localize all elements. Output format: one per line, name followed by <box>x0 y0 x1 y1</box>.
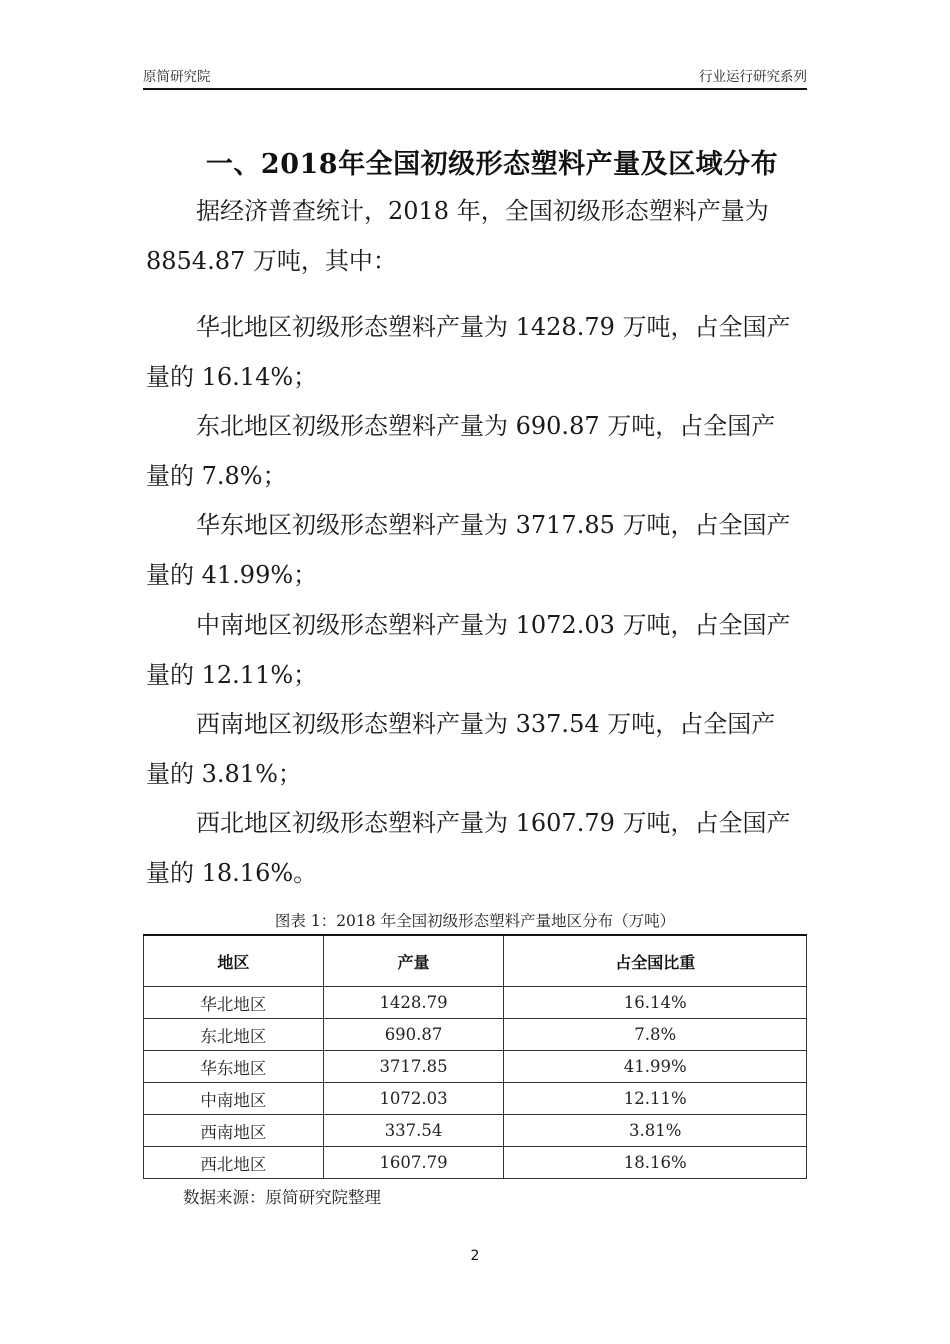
cell-share: 18.16% <box>504 1147 807 1179</box>
paragraph-summary <box>146 186 810 286</box>
paragraph-line: 东北地区初级形态塑料产量为 690.87 万吨，占全国产 <box>196 412 776 440</box>
table-row <box>144 1147 807 1179</box>
table-row <box>144 987 807 1019</box>
data-source-note: 数据来源：原简研究院整理 <box>183 1188 381 1207</box>
cell-share: 3.81% <box>504 1115 807 1147</box>
cell-share: 7.8% <box>504 1019 807 1051</box>
cell-output: 3717.85 <box>323 1051 504 1083</box>
table-row <box>144 1115 807 1147</box>
table-row <box>144 1051 807 1083</box>
paragraph-northeast <box>146 401 810 501</box>
table-row <box>144 1019 807 1051</box>
cell-region: 华东地区 <box>144 1051 324 1083</box>
header-org-name: 原简研究院 <box>143 69 211 85</box>
cell-share: 16.14% <box>504 987 807 1019</box>
paragraph-southwest <box>146 699 810 799</box>
cell-region: 西南地区 <box>144 1115 324 1147</box>
paragraph-east-china <box>146 500 810 600</box>
paragraph-line: 量的 41.99%； <box>146 561 318 589</box>
paragraph-line: 8854.87 万吨，其中： <box>146 247 397 275</box>
section-title <box>0 142 950 181</box>
header-series-name: 行业运行研究系列 <box>699 69 807 85</box>
page-number: 2 <box>470 1248 480 1264</box>
cell-region: 华北地区 <box>144 987 324 1019</box>
column-header-region: 地区 <box>144 935 324 987</box>
page-header <box>143 66 807 90</box>
paragraph-north-china <box>146 302 810 402</box>
paragraph-line: 中南地区初级形态塑料产量为 1072.03 万吨，占全国产 <box>196 611 791 639</box>
cell-region: 西北地区 <box>144 1147 324 1179</box>
table-header-row <box>144 935 807 987</box>
paragraph-northwest <box>146 798 810 898</box>
paragraph-line: 量的 18.16%。 <box>146 859 318 887</box>
column-header-share: 占全国比重 <box>504 935 807 987</box>
cell-output: 1072.03 <box>323 1083 504 1115</box>
cell-output: 1428.79 <box>323 987 504 1019</box>
section-title-text: 一、2018年全国初级形态塑料产量及区域分布 <box>205 149 779 180</box>
paragraph-line: 西南地区初级形态塑料产量为 337.54 万吨，占全国产 <box>196 710 776 738</box>
table-caption: 图表 1：2018 年全国初级形态塑料产量地区分布（万吨） <box>274 912 676 930</box>
paragraph-line: 量的 12.11%； <box>146 661 318 689</box>
cell-share: 41.99% <box>504 1051 807 1083</box>
table-row <box>144 1083 807 1115</box>
cell-region: 中南地区 <box>144 1083 324 1115</box>
paragraph-line: 华北地区初级形态塑料产量为 1428.79 万吨，占全国产 <box>196 313 791 341</box>
cell-output: 690.87 <box>323 1019 504 1051</box>
cell-output: 337.54 <box>323 1115 504 1147</box>
cell-region: 东北地区 <box>144 1019 324 1051</box>
paragraph-line: 西北地区初级形态塑料产量为 1607.79 万吨，占全国产 <box>196 809 791 837</box>
production-table <box>143 934 807 1179</box>
cell-share: 12.11% <box>504 1083 807 1115</box>
paragraph-central-south <box>146 600 810 700</box>
paragraph-line: 量的 3.81%； <box>146 760 302 788</box>
column-header-output: 产量 <box>323 935 504 987</box>
paragraph-line: 据经济普查统计，2018 年，全国初级形态塑料产量为 <box>196 197 769 225</box>
paragraph-line: 量的 16.14%； <box>146 363 318 391</box>
paragraph-line: 量的 7.8%； <box>146 462 287 490</box>
cell-output: 1607.79 <box>323 1147 504 1179</box>
paragraph-line: 华东地区初级形态塑料产量为 3717.85 万吨，占全国产 <box>196 511 791 539</box>
